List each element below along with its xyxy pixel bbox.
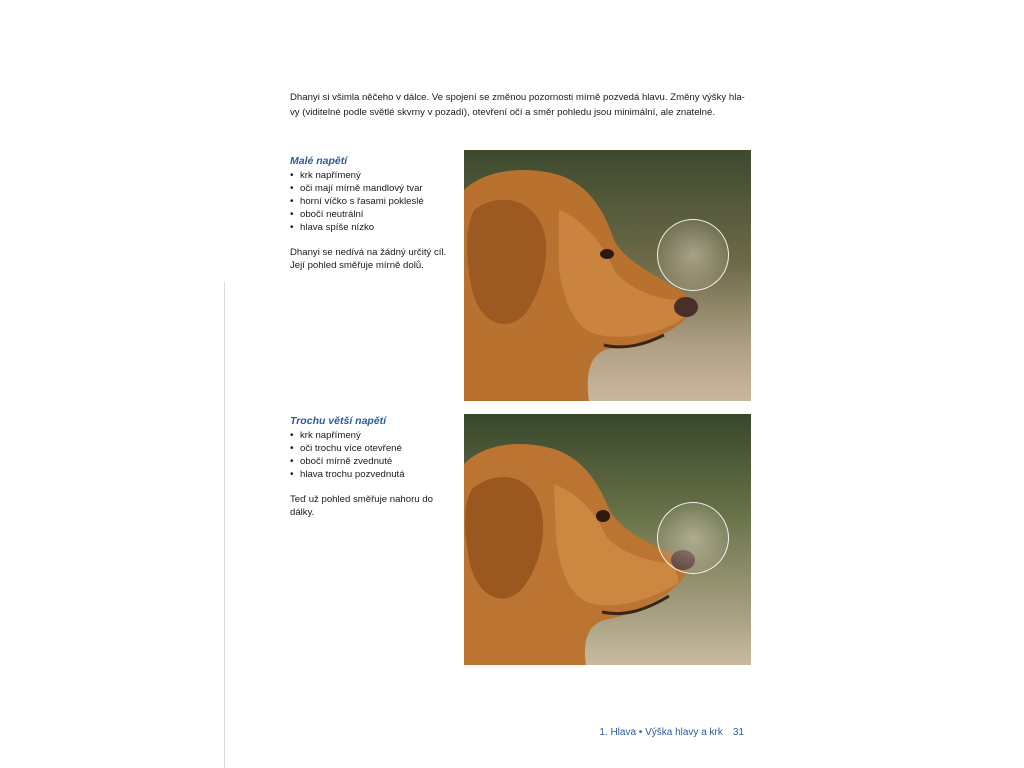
list-item: • oči trochu více otevřené <box>290 442 460 455</box>
page-number: 31 <box>732 727 744 738</box>
section-title: Trochu větší napětí <box>290 415 387 427</box>
section-title: Malé napětí <box>290 155 348 167</box>
highlight-circle <box>657 219 729 291</box>
section-note <box>290 246 460 272</box>
intro-line-1: Dhanyi si všimla něčeho v dálce. Ve spojení se změnou pozornosti mírně pozvedá hlavu. Změny výšky hla- <box>290 92 745 103</box>
feature-list <box>290 429 460 481</box>
note-line-1: Teď už pohled směřuje nahoru do <box>290 494 433 505</box>
page-footer <box>599 727 744 738</box>
list-item: • hlava spíše nízko <box>290 221 460 234</box>
list-item: • oči mají mírně mandlový tvar <box>290 182 460 195</box>
note-line-2: dálky. <box>290 507 315 518</box>
list-item: • krk napřímený <box>290 169 460 182</box>
list-item: • hlava trochu pozvednutá <box>290 468 460 481</box>
intro-paragraph <box>290 90 752 120</box>
note-line-1: Dhanyi se nedívá na žádný určitý cíl. <box>290 247 447 258</box>
intro-line-2: vy (viditelné podle světlé skvrny v pozadí), otevření očí a směr pohledu jsou minimální, ale znatelné. <box>290 107 716 118</box>
dog-photo-raised-head <box>464 414 751 665</box>
list-item: • obočí mírně zvednuté <box>290 455 460 468</box>
note-line-2: Její pohled směřuje mírně dolů. <box>290 260 424 271</box>
list-item: • obočí neutrální <box>290 208 460 221</box>
dog-photo-low-head <box>464 150 751 401</box>
section-more-tension <box>290 414 460 519</box>
section-note <box>290 493 460 519</box>
section-small-tension <box>290 154 460 272</box>
page-spine-line <box>224 282 225 768</box>
list-item: • horní víčko s řasami pokleslé <box>290 195 460 208</box>
highlight-circle <box>657 502 729 574</box>
footer-chapter: 1. Hlava • Výška hlavy a krk <box>599 727 723 738</box>
feature-list <box>290 169 460 234</box>
list-item: • krk napřímený <box>290 429 460 442</box>
